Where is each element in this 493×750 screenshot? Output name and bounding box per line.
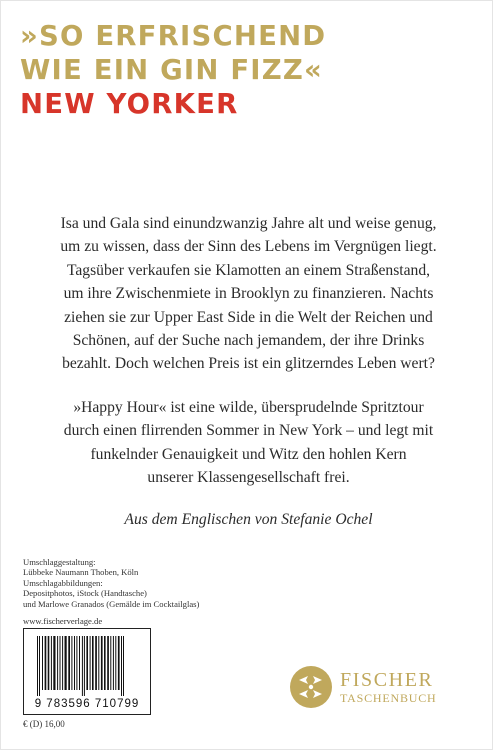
publisher-website: www.fischerverlage.de — [23, 616, 103, 627]
barcode-number: 9 783596 710799 — [34, 698, 140, 710]
barcode-bar — [110, 636, 111, 690]
blurb-line: durch einen flirrenden Sommer in New York – und legt mit — [63, 422, 434, 440]
barcode-bars — [35, 636, 141, 696]
barcode-bar — [71, 636, 72, 690]
blurb-line: Isa und Gala sind einundzwanzig Jahre alt und weise genug, — [60, 215, 437, 232]
blurb-line: ziehen sie zur Upper East Side in die Welt der Reichen und — [64, 308, 433, 326]
fischer-fish-logo-icon — [289, 665, 333, 709]
design-value: Lübbeke Naumann Thoben, Köln — [23, 567, 139, 578]
barcode-bar — [84, 636, 85, 696]
book-blurb — [23, 212, 474, 532]
barcode-bar — [45, 636, 47, 690]
barcode — [23, 628, 151, 715]
blurb-line: bezahlt. Doch welchen Preis ist ein glitzerndes Leben wert? — [62, 355, 435, 373]
barcode-bar — [76, 636, 77, 690]
review-quote — [20, 19, 326, 121]
barcode-bar — [79, 636, 80, 690]
barcode-bar — [107, 636, 109, 690]
blurb-line: unserer Klassengesellschaft frei. — [147, 469, 350, 487]
quote-source: NEW YORKER — [20, 88, 239, 120]
price: € (D) 16,00 — [23, 719, 65, 729]
barcode-bar — [113, 636, 114, 690]
barcode-bar — [53, 636, 55, 690]
design-label: Umschlaggestaltung: — [23, 557, 96, 567]
barcode-bar — [62, 636, 63, 690]
barcode-bar — [60, 636, 61, 690]
blurb-line: Schönen, auf der Suche nach jemandem, der ihre Drinks — [72, 332, 425, 350]
images-value-1: Depositphotos, iStock (Handtasche) — [23, 588, 147, 599]
barcode-bar — [68, 636, 70, 690]
publisher-logo — [289, 665, 437, 709]
blurb-paragraph-2 — [23, 396, 474, 490]
blurb-paragraph-1 — [23, 212, 474, 376]
translator-credit: Aus dem Englischen von Stefanie Ochel — [124, 511, 373, 529]
barcode-bar — [115, 636, 116, 690]
barcode-bar — [98, 636, 99, 690]
barcode-bar — [95, 636, 97, 690]
barcode-bar — [51, 636, 52, 690]
blurb-line: um ihre Zwischenmiete in Brooklyn zu finanzieren. Nachts — [63, 285, 434, 303]
publisher-series: TASCHENBUCH — [340, 690, 437, 705]
barcode-bar — [65, 636, 67, 690]
barcode-bar — [37, 636, 38, 696]
quote-line-2: WIE EIN GIN FIZZ« — [20, 54, 323, 86]
barcode-bar — [86, 636, 88, 690]
blurb-line: funkelnder Genauigkeit und Witz den hohlen Kern — [90, 445, 407, 463]
barcode-bar — [74, 636, 75, 690]
blurb-line: »Happy Hour« ist eine wilde, übersprudelnde Spritztour — [73, 398, 424, 416]
barcode-bar — [90, 636, 91, 690]
barcode-bar — [121, 636, 122, 696]
barcode-bar — [39, 636, 40, 696]
images-value-2: und Marlowe Granados (Gemälde im Cocktailglas) — [23, 598, 200, 609]
quote-line-1: »SO ERFRISCHEND — [20, 20, 327, 52]
blurb-line: Tagsüber verkaufen sie Klamotten an einem Straßenstand, — [66, 261, 431, 279]
images-label: Umschlagabbildungen: — [23, 577, 103, 588]
barcode-bar — [57, 636, 58, 690]
barcode-bar — [104, 636, 106, 690]
barcode-bar — [82, 636, 83, 696]
publisher-name: FISCHER — [340, 668, 434, 691]
barcode-bar — [42, 636, 43, 690]
barcode-bar — [92, 636, 94, 690]
blurb-line: um zu wissen, dass der Sinn des Lebens im Vergnügen liegt. — [60, 238, 437, 256]
cover-credits — [23, 557, 199, 637]
barcode-bar — [101, 636, 103, 690]
barcode-bar — [118, 636, 120, 690]
barcode-bar — [123, 636, 124, 696]
publisher-text — [340, 670, 437, 705]
barcode-bar — [48, 636, 50, 690]
